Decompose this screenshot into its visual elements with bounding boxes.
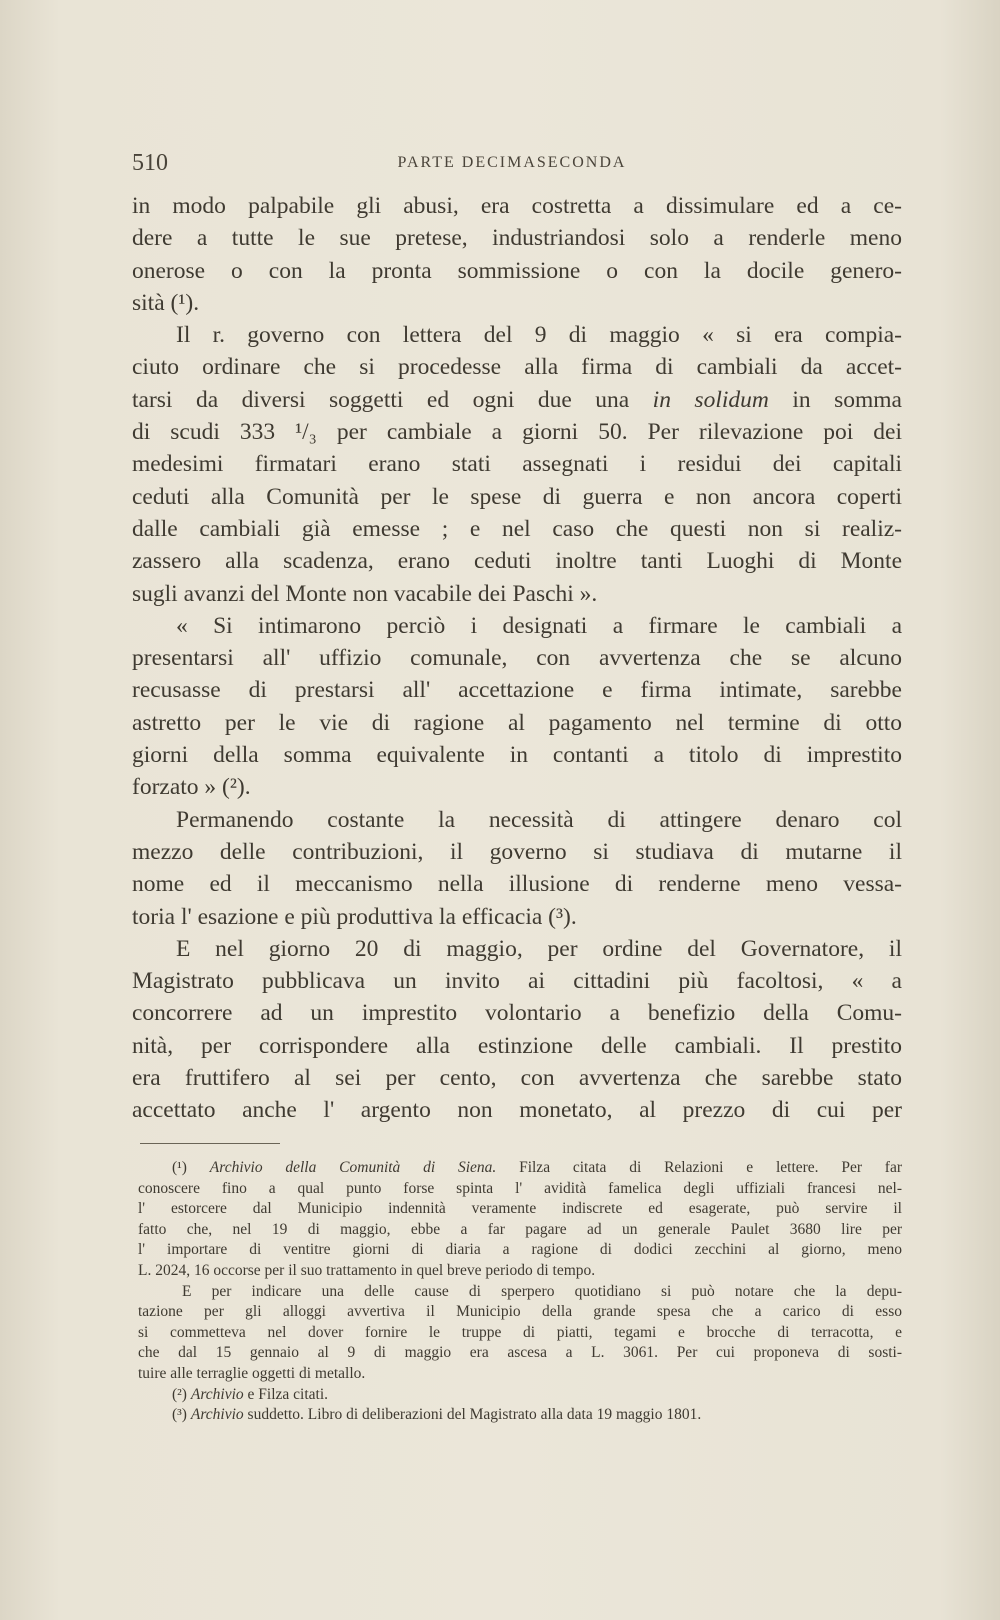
text-line: accettato anche l' argento non monetato, al prezzo di cui per [132,1097,902,1124]
text-line: astretto per le vie di ragione al pagamento nel termine di otto [132,709,902,736]
footnote-2-label: (²) [172,1385,187,1403]
footnote-3-label: (³) [172,1406,187,1424]
text-line: ceduti alla Comunità per le spese di guerra e non ancora coperti [132,483,902,510]
text-line: recusasse di prestarsi all' accettazione e firma intimate, sarebbe [132,677,902,704]
text-line: presentarsi all' uffizio comunale, con avvertenza che se alcuno [132,645,902,672]
footnote-line: E per indicare una delle cause di sperpero quotidiano si può notare che la depu- [182,1282,902,1300]
page-number: 510 [132,150,168,176]
text-line: sugli avanzi del Monte non vacabile dei Paschi ». [132,580,598,607]
text-line: in modo palpabile gli abusi, era costretta a dissimulare ed a ce- [132,193,902,219]
footnote-line: tuire alle terraglie oggetti di metallo. [138,1364,366,1382]
footnote-1-source: Archivio della Comunità di Siena. [209,1159,497,1176]
footnote-1-text: Filza citata di Relazioni e lettere. Per far [519,1159,902,1176]
text-line: dalle cambiali già emesse ; e nel caso che questi non si realiz- [132,515,902,542]
text-line: onerose o con la pronta sommissione o con la docile genero- [132,257,902,284]
footnote-2-text: e Filza citati. [247,1385,329,1403]
paragraph-start-line: E nel giorno 20 di maggio, per ordine del Governatore, il [176,935,902,962]
text-line: dere a tutte le sue pretese, industriandosi solo a renderle meno [132,225,902,252]
footnote-2 [172,1385,902,1406]
footnote-line: tazione per gli alloggi avvertiva il Municipio della grande spesa che a carico di esso [138,1303,902,1321]
footnote-line: L. 2024, 16 occorse per il suo trattamento in quel breve periodo di tempo. [138,1261,596,1279]
footnote-divider [140,1143,280,1144]
paragraph-start-line: « Si intimarono perciò i designati a firmare le cambiali a [176,612,902,639]
footnote-line: l' estorcere dal Municipio indennità veramente indiscrete ed esagerate, può servire il [138,1200,902,1218]
text-line: sità (¹). [132,289,200,316]
paragraph-start-line: Permanendo costante la necessità di attingere denaro col [176,806,902,833]
text-line: di scudi 333 ¹/₃ per cambiale a giorni 50. Per rilevazione poi dei [132,419,902,446]
italic-phrase: in solidum [652,386,769,413]
footnote-line: si commetteva nel dover fornire le truppe di piatti, tegami e brocche di terracotta, e [138,1323,902,1341]
footnote-3-text: suddetto. Libro di deliberazioni del Magistrato alla data 19 maggio 1801. [247,1406,702,1424]
text-line: forzato » (²). [132,774,251,801]
footnote-line: conoscere fino a qual punto forse spinta l' avidità famelica degli uffiziali francesi nel- [138,1179,902,1197]
text-line-with-italic [132,384,902,416]
text-line: zassero alla scadenza, erano ceduti inoltre tanti Luoghi di Monte [132,548,902,575]
italic-line: tarsi da diversi soggetti ed ogni due una in solidum in somma [132,386,902,413]
footnote-2-source: Archivio [190,1385,244,1403]
footnote-line: l' importare di ventitre giorni di diaria a ragione di dodici zecchini al giorno, meno [138,1241,902,1259]
text-line: concorrere ad un imprestito volontario a benefizio della Comu- [132,1000,902,1027]
page-header [132,150,892,180]
footnote-3 [172,1405,902,1426]
text-line: nome ed il meccanismo nella illusione di renderne meno vessa- [132,871,902,898]
text-line: giorni della somma equivalente in contanti a titolo di imprestito [132,742,902,769]
running-head: PARTE DECIMASECONDA [397,154,627,171]
footnote-line: fatto che, nel 19 di maggio, ebbe a far pagare ad un generale Paulet 3680 lire per [138,1220,902,1238]
paragraph-start-line: Il r. governo con lettera del 9 di maggio « si era compia- [176,322,902,349]
text-line: ciuto ordinare che si procedesse alla firma di cambiali da accet- [132,354,902,381]
footnote-1-label: (¹) [172,1159,187,1176]
text-line: Magistrato pubblicava un invito ai cittadini più facoltosi, « a [132,968,902,995]
text-line: mezzo delle contribuzioni, il governo si studiava di mutarne il [132,838,902,865]
body-text [132,190,902,1127]
footnotes [138,1158,902,1426]
text-line: medesimi firmatari erano stati assegnati i residui dei capitali [132,451,902,478]
text-line: toria l' esazione e più produttiva la efficacia (³). [132,903,577,930]
footnote-1-first-line [172,1158,902,1179]
text-line: era fruttifero al sei per cento, con avvertenza che sarebbe stato [132,1065,902,1092]
footnote-line: che dal 15 gennaio al 9 di maggio era ascesa a L. 3061. Per cui proponeva di sosti- [138,1344,902,1362]
text-line: nità, per corrispondere alla estinzione delle cambiali. Il prestito [132,1032,902,1059]
footnote-3-source: Archivio [190,1406,244,1424]
